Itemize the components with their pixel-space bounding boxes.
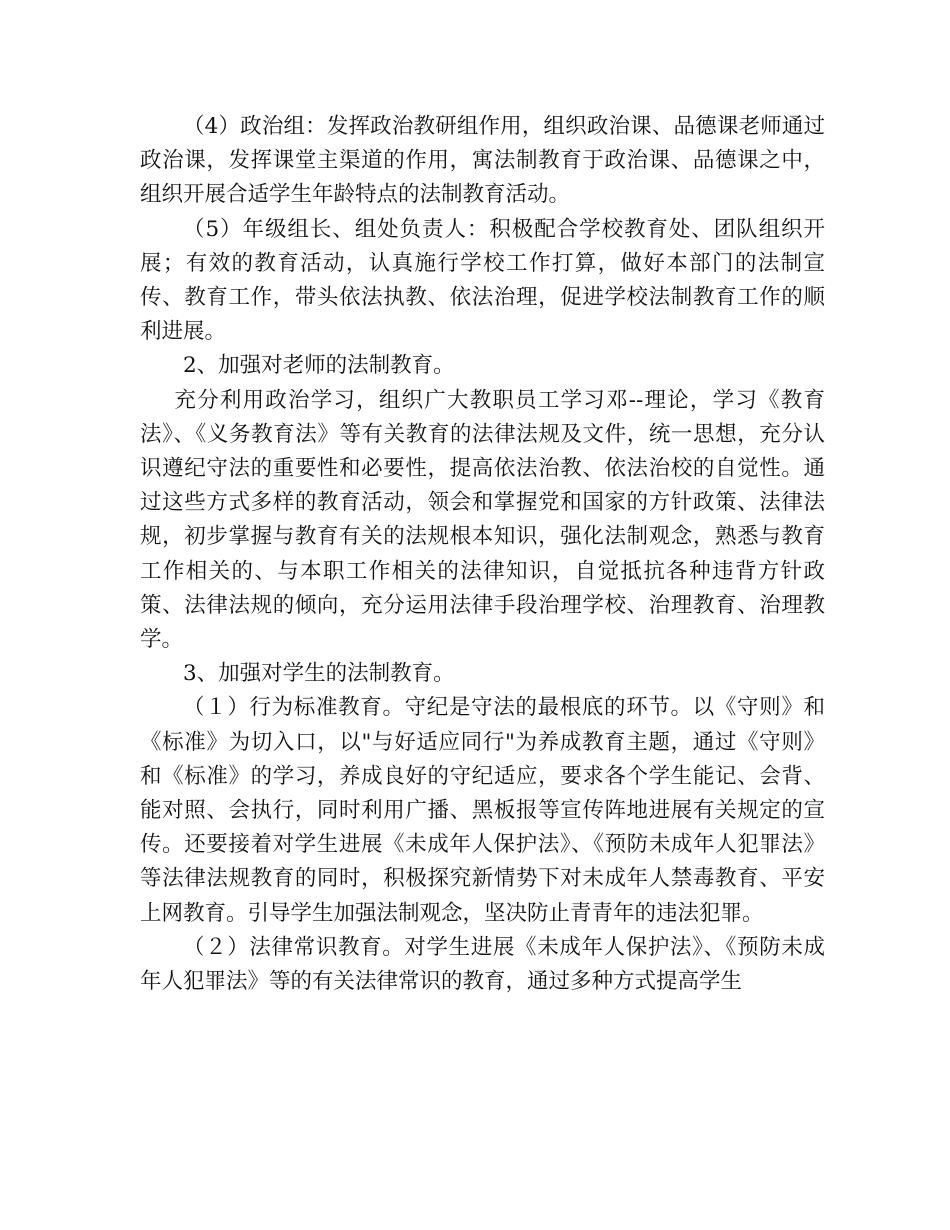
paragraph-legal-knowledge: （２）法律常识教育。对学生进展《未成年人保护法》、《预防未成年人犯罪法》等的有关法律常识的教育，通过多种方式提高学生 (140, 934, 825, 995)
section-heading-teachers: 2、加强对老师的法制教育。 (183, 353, 455, 379)
paragraph-politics-group: （4）政治组：发挥政治教研组作用，组织政治课、品德课老师通过政治课，发挥课堂主渠道的作用，寓法制教育于政治课、品德课之中，组织开展合适学生年龄特点的法制教育活动。 (140, 114, 825, 208)
document-page (140, 110, 825, 999)
paragraph-teacher-education: 充分利用政治学习，组织广大教职员工学习邓--理论，学习《教育法》、《义务教育法》等有关教育的法律法规及文件，统一思想，充分认识遵纪守法的重要性和必要性，提高依法治教、依法治校的自觉性。通过这些方式多样的教育活动，领会和掌握党和国家的方针政策、法律法规，初步掌握与教育有关的法规根本知识，强化法制观念，熟悉与教育工作相关的、与本职工作相关的法律知识，自觉抵抗各种违背方针政策、法律法规的倾向，充分运用法律手段治理学校、治理教育、治理教学。 (140, 387, 825, 653)
paragraph-grade-leaders: （5）年级组长、组处负责人：积极配合学校教育处、团队组织开展；有效的教育活动，认真施行学校工作打算，做好本部门的法制宣传、教育工作，带头依法执教、依法治理，促进学校法制教育工作的顺利进展。 (140, 216, 825, 345)
section-heading-students: 3、加强对学生的法制教育。 (183, 661, 455, 687)
paragraph-behavior-standards: （１）行为标准教育。守纪是守法的最根底的环节。以《守则》和《标准》为切入口，以"与好适应同行"为养成教育主题，通过《守则》和《标准》的学习，养成良好的守纪适应，要求各个学生能记、会背、能对照、会执行，同时利用广播、黑板报等宣传阵地进展有关规定的宣传。还要接着对学生进展《未成年人保护法》、《预防未成年人犯罪法》等法律法规教育的同时，积极探究新情势下对未成年人禁毒教育、平安上网教育。引导学生加强法制观念，坚决防止青青年的违法犯罪。 (140, 695, 825, 926)
